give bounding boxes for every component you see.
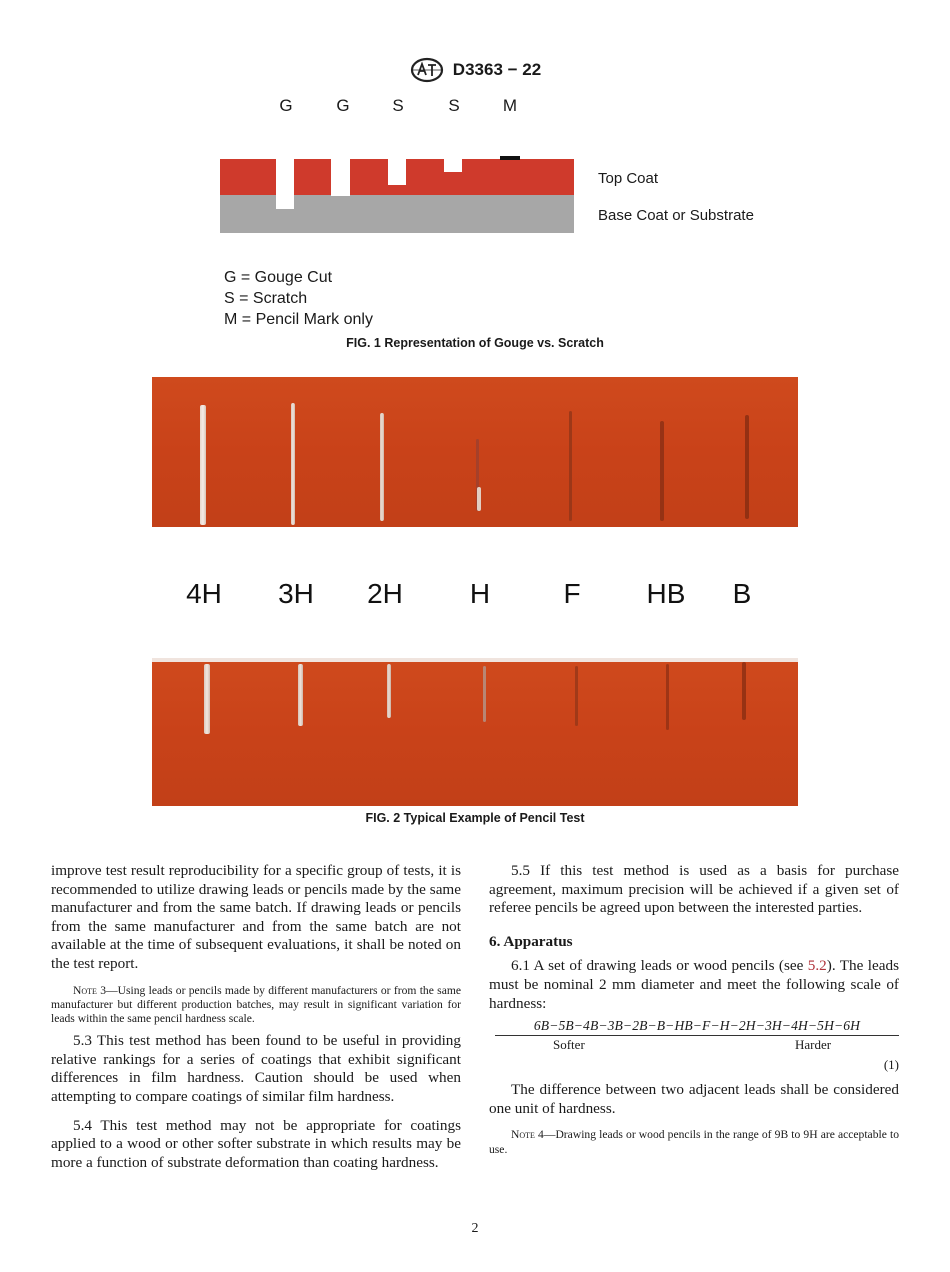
note-4-label: Note 4 (511, 1128, 544, 1142)
pencil-label-b: B (732, 578, 752, 609)
paragraph-adjacent-leads: The difference between two adjacent leads shall be considered one unit of hardness. (489, 1081, 899, 1117)
note-4 (489, 1128, 899, 1156)
paragraph-5-3: 5.3 This test method has been found to be useful in providing relative rankings for a series of coatings that exhibit significant differences in film hardness. Caution should be used when attempting to compare coatings of similar film hardness. (51, 1032, 461, 1105)
right-column (489, 862, 899, 1157)
column-letter-g2: G (336, 96, 350, 115)
page-number: 2 (471, 1221, 479, 1236)
hardness-scale: 6B−5B−4B−3B−2B−B−HB−F−H−2H−3H−4H−5H−6H (533, 1018, 861, 1034)
column-letter-g1: G (279, 96, 293, 115)
legend-gouge: G = Gouge Cut (224, 269, 333, 286)
gouge-cut-1 (276, 159, 294, 209)
column-letter-s2: S (448, 96, 460, 115)
softer-label: Softer (553, 1037, 585, 1053)
pencil-label-2h: 2H (367, 578, 403, 609)
pencil-test-photo-bottom (152, 658, 798, 806)
paragraph-6-1 (489, 957, 899, 1013)
paragraph-5-4: 5.4 This test method may not be appropriate for coatings applied to a wood or other softer substrate in which results may be more a function of substrate deformation than coating hardness. (51, 1116, 461, 1171)
paragraph-6-1-start: 6.1 A set of drawing leads or wood pencils (see (511, 957, 808, 975)
gouge-scratch-diagram (220, 152, 576, 236)
legend-pencil-mark: M = Pencil Mark only (224, 311, 373, 328)
note-3-text: —Using leads or pencils made by different manufacturers or from the same manufacturer but different production batches, may result in significant variation for leads within the same pencil hardness scale. (51, 983, 461, 1025)
figure-1-caption: FIG. 1 Representation of Gouge vs. Scratch (346, 336, 604, 350)
scratch-1 (388, 159, 406, 185)
harder-label: Harder (795, 1037, 832, 1053)
note-3-label: Note 3 (73, 983, 107, 997)
legend-scratch: S = Scratch (224, 290, 308, 307)
scratch-2 (444, 159, 462, 172)
document-header (0, 56, 950, 84)
column-letter-m: M (502, 96, 518, 115)
left-column (51, 862, 461, 1172)
gouge-cut-2 (331, 159, 350, 196)
note-4-text: —Drawing leads or wood pencils in the range of 9B to 9H are acceptable to use. (489, 1128, 899, 1156)
astm-logo-icon (409, 57, 445, 83)
designation: D3363 − 22 (452, 60, 542, 79)
base-coat-layer (220, 195, 574, 233)
figure-2-caption: FIG. 2 Typical Example of Pencil Test (365, 811, 585, 825)
pencil-label-4h: 4H (186, 578, 222, 609)
paragraph-5-5: 5.5 If this test method is used as a basis for purchase agreement, maximum precision will be achieved if a given set of referee pencils be agreed upon between the interested parties. (489, 862, 899, 917)
section-heading-apparatus: 6. Apparatus (489, 932, 573, 950)
pencil-test-photo-top (152, 377, 798, 527)
base-coat-label: Base Coat or Substrate (598, 207, 754, 224)
pencil-label-f: F (563, 578, 581, 609)
column-letter-s1: S (392, 96, 404, 115)
reference-link-5-2[interactable]: 5.2 (807, 957, 827, 975)
pencil-label-hb: HB (646, 578, 686, 609)
hardness-scale-equation (489, 1017, 899, 1077)
pencil-label-3h: 3H (278, 578, 314, 609)
pencil-mark (500, 156, 520, 160)
paragraph-6-1-end: ). The leads must be nominal 2 mm diameter and meet the following scale of hardness: (489, 957, 899, 1012)
pencil-label-h: H (469, 578, 491, 609)
note-3 (51, 984, 461, 1027)
paragraph-continued: improve test result reproducibility for a specific group of tests, it is recommended to utilize drawing leads or pencils made by the same manufacturer and from the same batch. If drawing leads or pencils from the same manufacturer and from the same batch are not available at the time of subsequent evaluations, it shall be noted on the test report. (51, 862, 461, 972)
equation-number: (1) (883, 1057, 899, 1073)
top-coat-label: Top Coat (598, 170, 659, 187)
